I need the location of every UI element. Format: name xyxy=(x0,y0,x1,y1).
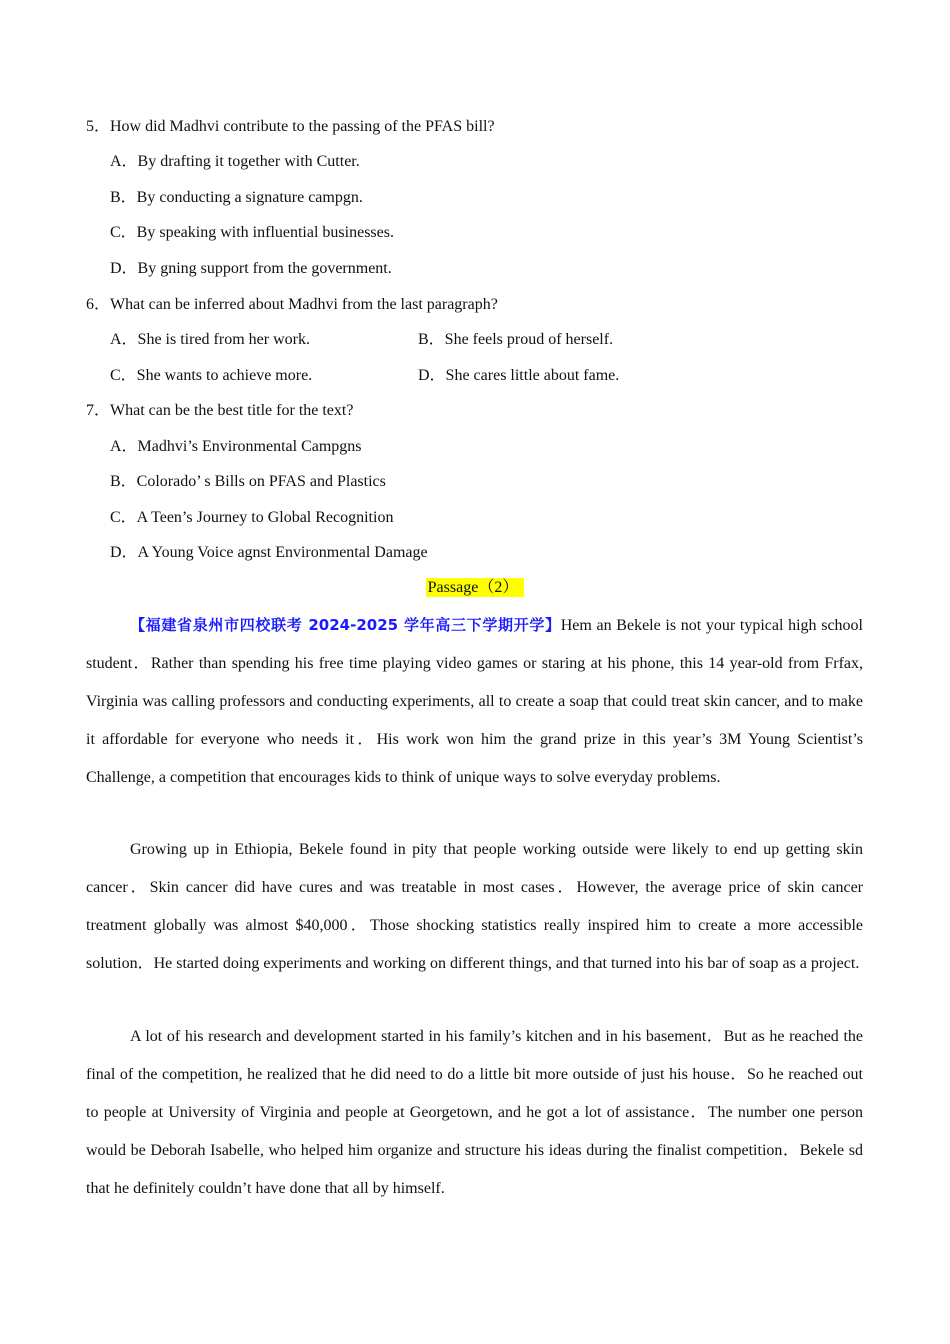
question-6-option-d: D．She cares little about fame. xyxy=(418,367,620,384)
passage-paragraph-1-text: Hem an Bekele is not your typical high school student．Rather than spending his free time playing video games or staring at his phone, this 14 year-old from Frfax, Virginia was calling professors and conducting experiments, all to create a soap that could treat skin cancer, and to make it affordable for everyone who needs it．His work won him the grand prize in this year’s 3M Young Scientist’s Challenge, a competition that encourages kids to think of unique ways to solve everyday problems. xyxy=(86,617,864,786)
question-7-option-d: D．A Young Voice agnst Environmental Damage xyxy=(110,544,428,561)
question-6-option-a: A．She is tired from her work. xyxy=(110,331,310,348)
passage-title-text: Passage（2） xyxy=(426,578,525,597)
passage-paragraph-1 xyxy=(86,606,863,797)
passage-title xyxy=(0,578,950,598)
question-7-option-a: A．Madhvi’s Environmental Campgns xyxy=(110,438,362,455)
passage-paragraph-3: A lot of his research and development started in his family’s kitchen and in his basement．But as he reached the final of the competition, he realized that he did need to do a little bit more outside of just his house．So he reached out to people at University of Virginia and people at Georgetown, and he got a lot of assistance．The number one person would be Deborah Isabelle, who helped him organize and structure his ideas during the finalist competition．Bekele sd that he definitely couldn’t have done that all by himself. xyxy=(86,1028,864,1197)
question-7-option-c: C．A Teen’s Journey to Global Recognition xyxy=(110,509,394,526)
question-6-option-c: C．She wants to achieve more. xyxy=(110,367,313,384)
question-5-option-a: A．By drafting it together with Cutter. xyxy=(110,153,360,170)
passage-source: 【福建省泉州市四校联考 2024-2025 学年高三下学期开学】 xyxy=(130,616,561,634)
question-7-stem: 7．What can be the best title for the text? xyxy=(86,402,354,419)
question-5-option-b: B．By conducting a signature campgn. xyxy=(110,189,363,206)
question-5-option-d: D．By gning support from the government. xyxy=(110,260,392,277)
passage-paragraph-2: Growing up in Ethiopia, Bekele found in pity that people working outside were likely to end up getting skin cancer．Skin cancer did have cures and was treatable in most cases．However, the average price of skin cancer treatment globally was almost $40,000．Those shocking statistics really inspired him to create a more accessible solution．He started doing experiments and working on different things, and that turned into his bar of soap as a project. xyxy=(86,841,863,972)
question-7-option-b: B．Colorado’ s Bills on PFAS and Plastics xyxy=(110,473,386,490)
question-5-stem: 5．How did Madhvi contribute to the passing of the PFAS bill? xyxy=(86,118,495,135)
question-6-option-b: B．She feels proud of herself. xyxy=(418,331,614,348)
question-6-stem: 6．What can be inferred about Madhvi from the last paragraph? xyxy=(86,296,498,313)
question-5-option-c: C．By speaking with influential businesses. xyxy=(110,224,394,241)
